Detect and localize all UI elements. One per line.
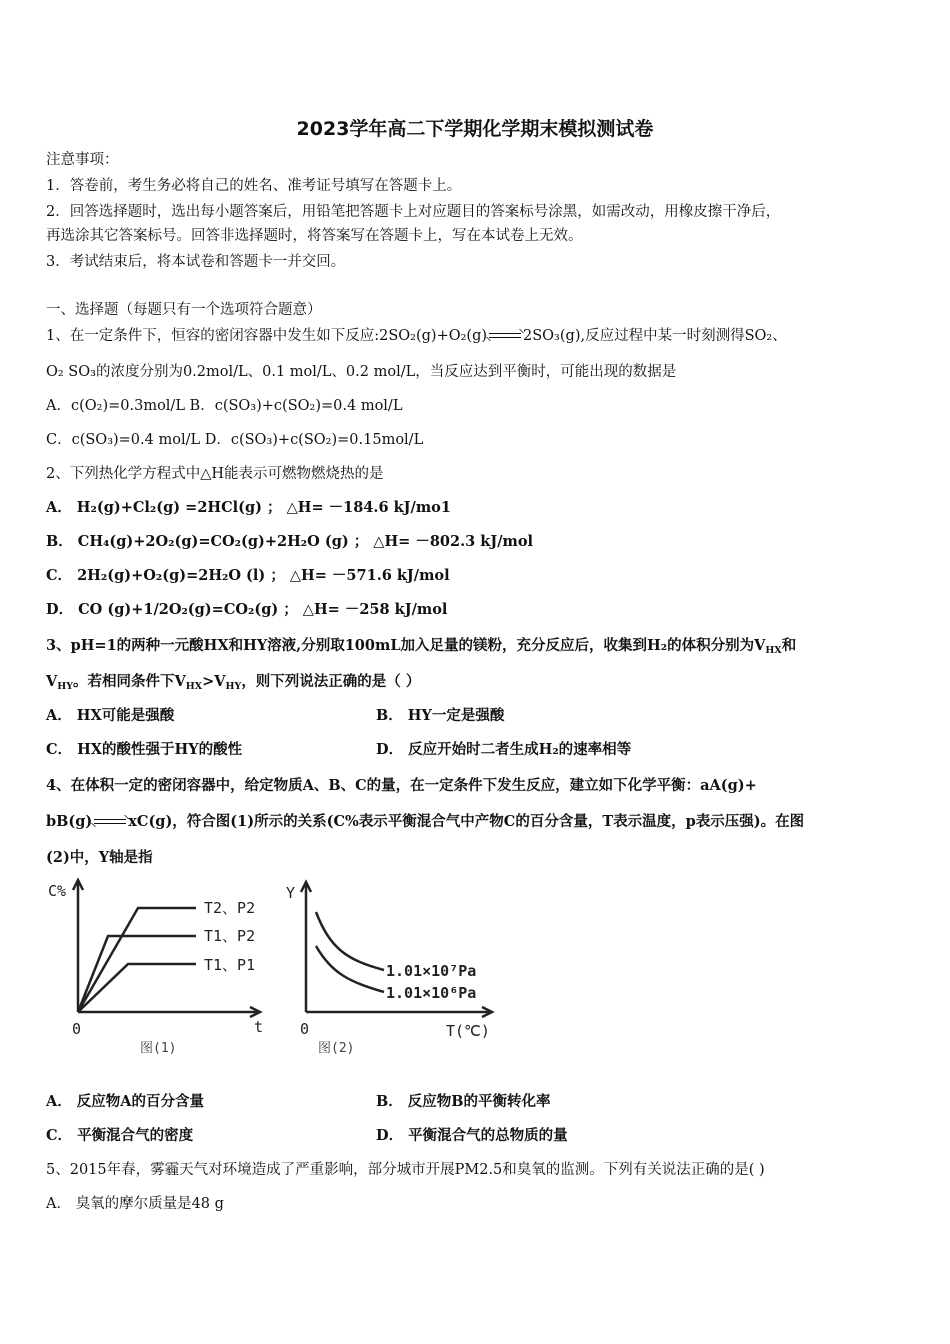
- q3-sub-hy-3: HY: [225, 681, 242, 692]
- q3-sub-hx-2: HX: [185, 681, 203, 692]
- q4-reactant: bB(g): [46, 813, 93, 830]
- fig1-curve-label-2: T1、P2: [204, 927, 256, 945]
- fig1-ylabel: C%: [48, 882, 67, 900]
- q4-option-a: A． 反应物A的百分含量: [46, 1093, 205, 1110]
- fig1-curve-t1p1: [78, 964, 196, 1012]
- q4-option-d: D． 平衡混合气的总物质的量: [376, 1127, 568, 1144]
- q1-options-cd: C．c(SO₃)=0.4 mol/L D．c(SO₃)+c(SO₂)=0.15mol/L: [46, 432, 424, 448]
- q3-v: V: [46, 673, 58, 690]
- fig2-ylabel: Y: [286, 884, 296, 902]
- q3-text-d: ，则下列说法正确的是（ ）: [241, 673, 421, 690]
- fig2-xlabel: T(℃): [446, 1022, 490, 1040]
- equilibrium-arrow-icon: [487, 331, 523, 341]
- notice-heading: 注意事项：: [46, 152, 119, 168]
- page-title: 2023学年高二下学期化学期末模拟测试卷: [296, 118, 654, 140]
- notice-item-2-cont: 再选涂其它答案标号。回答非选择题时，将答案写在答题卡上，写在本试卷上无效。: [46, 228, 583, 244]
- q1-stem-line1: [46, 326, 787, 346]
- q4-stem-rest: xC(g)，符合图(1)所示的关系(C%表示平衡混合气中产物C的百分含量，T表示温度，p表示压强)。在图: [128, 813, 805, 830]
- fig2-curve-label-1: 1.01×10⁷Pa: [386, 962, 477, 980]
- notice-item-2: 2．回答选择题时，选出每小题答案后，用铅笔把答题卡上对应题目的答案标号涂黑，如需改动，用橡皮擦干净后，: [46, 204, 781, 220]
- notice-item-3: 3．考试结束后，将本试卷和答题卡一并交回。: [46, 254, 346, 270]
- q3-option-c: C． HX的酸性强于HY的酸性: [46, 741, 243, 758]
- q3-stem-line2: [46, 672, 420, 697]
- q4-option-c: C． 平衡混合气的密度: [46, 1127, 194, 1144]
- q1-options-ab: A．c(O₂)=0.3mol/L B．c(SO₃)+c(SO₂)=0.4 mol/L: [46, 398, 403, 414]
- fig1-curve-label-1: T2、P2: [204, 899, 256, 917]
- q5-stem: 5、2015年春，雾霾天气对环境造成了严重影响，部分城市开展PM2.5和臭氧的监测。下列有关说法正确的是( ): [46, 1162, 765, 1178]
- q4-stem-line2: [46, 812, 804, 832]
- q4-option-b: B． 反应物B的平衡转化率: [376, 1093, 551, 1110]
- q1-stem-line2: O₂ SO₃的浓度分别为0.2mol/L、0.1 mol/L、0.2 mol/L，当反应达到平衡时，可能出现的数据是: [46, 364, 677, 380]
- q2-option-d: D． CO (g)+1/2O₂(g)=CO₂(g) ； △H= －258 kJ/mol: [46, 601, 448, 618]
- q1-stem-part2: 2SO₃(g),反应过程中某一时刻测得SO₂、: [523, 328, 787, 344]
- q3-text-c: >V: [202, 673, 226, 690]
- q4-stem-line3: (2)中，Y轴是指: [46, 849, 153, 866]
- fig2-curve-label-2: 1.01×10⁶Pa: [386, 984, 477, 1002]
- q3-stem-text: 3、pH=1的两种一元酸HX和HY溶液,分别取100mL加入足量的镁粉，充分反应后，收集到H₂的体积分别为V: [46, 637, 766, 654]
- q3-option-d: D． 反应开始时二者生成H₂的速率相等: [376, 741, 632, 758]
- q5-option-a: A． 臭氧的摩尔质量是48 g: [46, 1196, 224, 1212]
- q4-figures: [46, 874, 516, 1064]
- q3-option-a: A． HX可能是强酸: [46, 707, 175, 724]
- q2-option-b: B． CH₄(g)+2O₂(g)=CO₂(g)+2H₂O (g) ； △H= －802.3 kJ/mol: [46, 533, 534, 550]
- q3-stem-end: 和: [781, 637, 797, 654]
- fig2-caption: 图(2): [318, 1041, 355, 1056]
- q1-stem-part1: 1、在一定条件下，恒容的密闭容器中发生如下反应:2SO₂(g)+O₂(g): [46, 328, 488, 344]
- q3-text-b: 。若相同条件下V: [73, 673, 186, 690]
- fig1-origin: 0: [72, 1020, 82, 1038]
- fig1-curve-t1p2: [78, 936, 196, 1012]
- q3-sub-hy-1: HY: [57, 681, 74, 692]
- equilibrium-arrow-icon: [92, 817, 128, 827]
- fig2-origin: 0: [300, 1020, 310, 1038]
- q4-stem-line1: 4、在体积一定的密闭容器中，给定物质A、B、C的量，在一定条件下发生反应，建立如下化学平衡：aA(g)+: [46, 777, 757, 794]
- fig1-xlabel: t: [254, 1018, 264, 1036]
- notice-item-1: 1．答卷前，考生务必将自己的姓名、准考证号填写在答题卡上。: [46, 178, 462, 194]
- fig2-curve-1e6: [316, 946, 384, 992]
- fig1-caption: 图(1): [140, 1041, 177, 1056]
- q2-stem: 2、下列热化学方程式中△H能表示可燃物燃烧热的是: [46, 466, 384, 482]
- q2-option-a: A． H₂(g)+Cl₂(g) =2HCl(g) ； △H= －184.6 kJ/mo1: [46, 499, 451, 516]
- q3-sub-hx: HX: [765, 645, 782, 656]
- q2-option-c: C． 2H₂(g)+O₂(g)=2H₂O (l) ； △H= －571.6 kJ/mol: [46, 567, 450, 584]
- fig1-curve-label-3: T1、P1: [204, 956, 256, 974]
- q3-option-b: B． HY一定是强酸: [376, 707, 505, 724]
- q3-stem-line1: [46, 636, 796, 661]
- section-heading: 一、选择题（每题只有一个选项符合题意）: [46, 302, 322, 318]
